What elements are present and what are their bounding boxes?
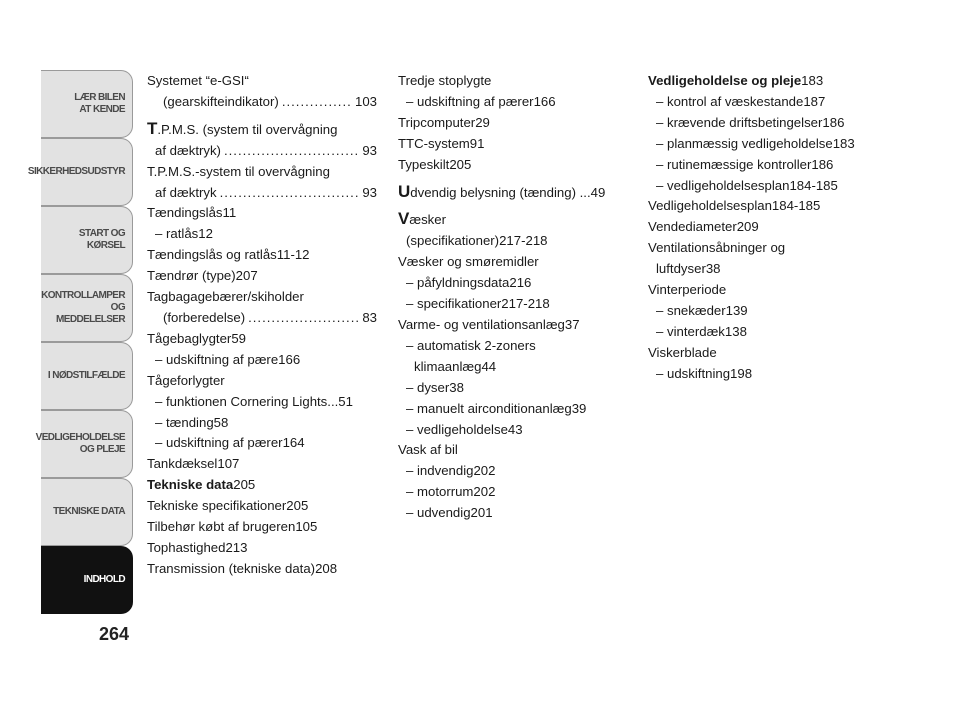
tab-label: VEDLIGEHOLDELSE [35, 432, 125, 443]
index-entry [648, 196, 878, 217]
page-ref[interactable]: 166 [278, 351, 301, 367]
tab-label: OG MEDDELELSER [56, 302, 125, 325]
tab-start-og-korsel[interactable] [41, 206, 133, 274]
page-ref[interactable]: 103 [354, 93, 377, 109]
tab-label: TEKNISKE DATA [53, 506, 125, 517]
entry-text: Tekniske specifikationer [147, 498, 287, 514]
entry-text: – udskiftning af pærer [406, 93, 534, 109]
page-ref[interactable]: 184-185 [771, 198, 821, 214]
entry-text: – manuelt airconditionanlæg [406, 400, 572, 416]
entry-text: (specifikationer) [406, 233, 500, 249]
index-entry [648, 71, 878, 92]
entry-text: Tagbagagebærer/skiholder [147, 289, 304, 305]
index-entry [147, 162, 377, 204]
page-ref[interactable]: 208 [315, 560, 338, 576]
tab-kontrollamper[interactable] [41, 274, 133, 342]
index-entry [398, 134, 627, 155]
entry-text: Tekniske data [147, 477, 234, 493]
index-entry [398, 378, 627, 399]
page-ref[interactable]: 198 [730, 365, 753, 381]
index-entry [398, 482, 627, 503]
index-entry [648, 280, 878, 301]
page-ref[interactable]: 139 [725, 302, 748, 318]
index-entry [648, 155, 878, 176]
index-entry [398, 315, 627, 336]
entry-text: af dæktryk) [155, 142, 221, 158]
entry-text: Systemet “e-GSI“ [147, 73, 249, 88]
entry-text: Tågebaglygter [147, 330, 232, 346]
tab-label: I NØDSTILFÆLDE [47, 370, 125, 381]
index-entry [147, 392, 377, 413]
entry-text: – specifikationer [406, 296, 502, 312]
entry-text: – snekæder [656, 302, 726, 318]
tab-label: LÆR BILEN [74, 92, 125, 103]
index-entry [398, 336, 627, 357]
tab-label: AT KENDE [79, 104, 125, 115]
page-ref[interactable]: 183 [801, 73, 824, 88]
page-ref[interactable]: 44 [481, 358, 497, 374]
index-entry [398, 182, 627, 204]
page-ref[interactable]: 202 [473, 484, 496, 500]
index-entry [398, 273, 627, 294]
index-entry [147, 517, 377, 538]
page-ref[interactable]: 11-12 [276, 247, 310, 263]
entry-text: Ventilationsåbninger og [648, 240, 786, 256]
index-entry [398, 294, 627, 315]
entry-text: – udskiftning af pærer [155, 435, 283, 451]
index-entry [398, 231, 627, 252]
leader-dots [224, 141, 359, 162]
entry-text: Typeskilt [398, 156, 450, 172]
entry-text: – udskiftning af pære [155, 351, 279, 367]
page-ref[interactable]: 207 [235, 268, 258, 284]
entry-text: – ratlås [155, 226, 199, 242]
index-entry [648, 134, 878, 155]
tab-indhold[interactable] [41, 546, 133, 614]
entry-text: – rutinemæssige kontroller [656, 156, 812, 172]
tab-vedligeholdelse[interactable] [35, 410, 133, 478]
entry-text: T.P.M.S.-system til overvågning [147, 163, 330, 179]
section-initial: T [147, 118, 158, 138]
page-ref[interactable]: 202 [473, 463, 496, 479]
entry-text: – krævende driftsbetingelser [656, 114, 823, 130]
page-ref[interactable]: 205 [286, 498, 309, 514]
page-ref[interactable]: 38 [449, 379, 464, 395]
entry-text: Tilbehør købt af brugeren [147, 519, 296, 535]
index-entry [648, 113, 878, 134]
page-ref[interactable]: 183 [832, 135, 855, 151]
entry-text: Tændingslås [147, 205, 223, 221]
index-entry [398, 113, 627, 134]
index-entry [147, 245, 377, 266]
page-ref[interactable]: 201 [470, 505, 493, 521]
page-ref[interactable]: 38 [705, 261, 721, 277]
tab-tekniske-data[interactable] [41, 478, 133, 546]
entry-text: Tripcomputer [398, 114, 476, 130]
page-ref[interactable]: 205 [233, 477, 256, 493]
entry-text: (forberedelse) [163, 309, 246, 325]
entry-text: – tænding [155, 414, 214, 430]
index-entry [147, 454, 377, 475]
index-entry [147, 203, 377, 224]
tab-label: KONTROLLAMPER [41, 290, 125, 301]
index-entry [648, 259, 878, 280]
page-ref[interactable]: 91 [469, 135, 485, 151]
entry-text: Viskerblade [648, 344, 717, 360]
entry-text: dvendig belysning (tænding) ... [410, 184, 591, 200]
leader-dots [248, 308, 359, 329]
entry-text: Vinterperiode [648, 282, 727, 298]
page-ref[interactable]: 217-218 [501, 296, 550, 312]
index-entry [398, 440, 627, 461]
index-entry [398, 399, 627, 420]
index-entry [648, 322, 878, 343]
page-ref[interactable]: 107 [217, 456, 240, 472]
index-entry [147, 71, 377, 113]
entry-text: Tredje stoplygte [398, 73, 492, 88]
index-entry [398, 209, 627, 231]
index-entry [398, 71, 627, 92]
index-entry [398, 252, 627, 273]
index-entry [147, 224, 377, 245]
entry-text: – kontrol af væskestande [656, 93, 804, 109]
index-column-3 [648, 71, 878, 385]
page-ref[interactable]: 49 [590, 184, 606, 200]
entry-text: – vedligeholdelsesplan [656, 177, 790, 193]
entry-text: – påfyldningsdata [406, 275, 510, 291]
page-ref[interactable]: 11 [222, 205, 237, 221]
entry-text: Vedligeholdelse og pleje [648, 73, 802, 88]
index-entry [398, 503, 627, 524]
page-ref[interactable]: 209 [736, 219, 759, 235]
entry-text: Vendediameter [648, 219, 737, 235]
entry-text: .P.M.S. (system til overvågning [157, 121, 338, 137]
entry-text: – dyser [406, 379, 450, 395]
index-entry [147, 413, 377, 434]
section-initial: U [398, 181, 411, 201]
page-ref[interactable]: 213 [225, 539, 248, 555]
entry-text: – motorrum [406, 484, 474, 500]
leader-dots [220, 183, 360, 204]
section-tabs [27, 70, 133, 614]
entry-text: æsker [409, 212, 446, 228]
tab-sikkerhedsudstyr[interactable] [27, 138, 133, 206]
page-ref[interactable]: 59 [231, 330, 246, 346]
entry-text: Tågeforlygter [147, 372, 225, 388]
entry-text: Varme- og ventilationsanlæg [398, 316, 565, 332]
index-entry [147, 329, 377, 350]
entry-text: Tophastighed [147, 539, 226, 555]
page-ref[interactable]: 216 [509, 275, 532, 291]
page-ref[interactable]: 105 [295, 519, 318, 535]
index-column-1 [147, 71, 377, 580]
entry-text: – funktionen Cornering Lights... [155, 393, 339, 409]
index-entry [147, 287, 377, 329]
index-entry [398, 420, 627, 441]
index-entry [648, 343, 878, 364]
leader-dots [282, 92, 352, 113]
page-ref[interactable]: 205 [449, 156, 472, 172]
index-entry [648, 217, 878, 238]
index-entry [147, 559, 377, 580]
page-ref[interactable]: 138 [724, 323, 747, 339]
entry-text: Tændrør (type) [147, 268, 236, 284]
index-entry [147, 266, 377, 287]
index-entry [147, 538, 377, 559]
index-entry [147, 119, 377, 162]
index-entry [147, 475, 377, 496]
tab-label: INDHOLD [83, 574, 125, 585]
index-entry [398, 155, 627, 176]
entry-text: af dæktryk [155, 184, 217, 200]
index-entry [398, 357, 627, 378]
index-entry [147, 371, 377, 392]
index-entry [648, 238, 878, 259]
page-ref[interactable]: 186 [822, 114, 845, 130]
index-entry [648, 92, 878, 113]
page-ref[interactable]: 39 [571, 400, 587, 416]
tab-i-nodstilfaelde[interactable] [41, 342, 133, 410]
entry-text: Tændingslås og ratlås [147, 247, 277, 263]
entry-text: klimaanlæg [414, 358, 482, 374]
entry-text: luftdyser [656, 261, 706, 277]
entry-text: Vedligeholdelsesplan [648, 198, 772, 214]
entry-text: – planmæssig vedligeholdelse [656, 135, 833, 151]
page-ref[interactable]: 29 [475, 114, 490, 130]
index-entry [648, 364, 878, 385]
index-entry [398, 461, 627, 482]
index-entry [648, 301, 878, 322]
index-entry [648, 176, 878, 197]
page-ref[interactable]: 93 [362, 184, 377, 200]
page-ref[interactable]: 12 [198, 226, 213, 242]
entry-text: – udvendig [406, 505, 471, 521]
index-entry [147, 350, 377, 371]
page-ref[interactable]: 187 [803, 93, 826, 109]
entry-text: – vedligeholdelse [406, 421, 508, 437]
index-entry [147, 496, 377, 517]
entry-text: (gearskifteindikator) [163, 93, 279, 109]
page-ref[interactable]: 83 [362, 309, 377, 325]
tab-laer-bilen[interactable] [41, 70, 133, 138]
tab-label: SIKKERHEDSUDSTYR [27, 166, 125, 177]
entry-text: Tankdæksel [147, 456, 218, 472]
entry-text: Vask af bil [398, 442, 458, 458]
page-ref[interactable]: 93 [362, 142, 377, 158]
page-ref[interactable]: 164 [282, 435, 305, 451]
page-number: 264 [99, 624, 130, 644]
tab-label: OG PLEJE [79, 444, 125, 455]
page-ref[interactable]: 217-218 [499, 233, 548, 249]
page-ref[interactable]: 184-185 [789, 177, 838, 193]
section-initial: V [398, 209, 410, 229]
page-ref[interactable]: 186 [811, 156, 834, 172]
tab-label: START OG KØRSEL [78, 228, 125, 251]
entry-text: Transmission (tekniske data) [147, 560, 316, 576]
entry-text: – udskiftning [656, 365, 731, 381]
entry-text: TTC-system [398, 135, 470, 151]
entry-text: – automatisk 2-zoners [406, 337, 536, 353]
page-ref[interactable]: 58 [213, 414, 229, 430]
entry-text: – indvendig [406, 463, 474, 479]
index-entry [398, 92, 627, 113]
index-entry [147, 433, 377, 454]
entry-text: Væsker og smøremidler [398, 254, 539, 270]
entry-text: – vinterdæk [656, 323, 725, 339]
page-ref[interactable]: 166 [533, 93, 556, 109]
page-ref[interactable]: 43 [507, 421, 523, 437]
page-ref[interactable]: 37 [564, 316, 580, 332]
index-column-2 [398, 71, 627, 524]
page-ref[interactable]: 51 [338, 393, 353, 409]
